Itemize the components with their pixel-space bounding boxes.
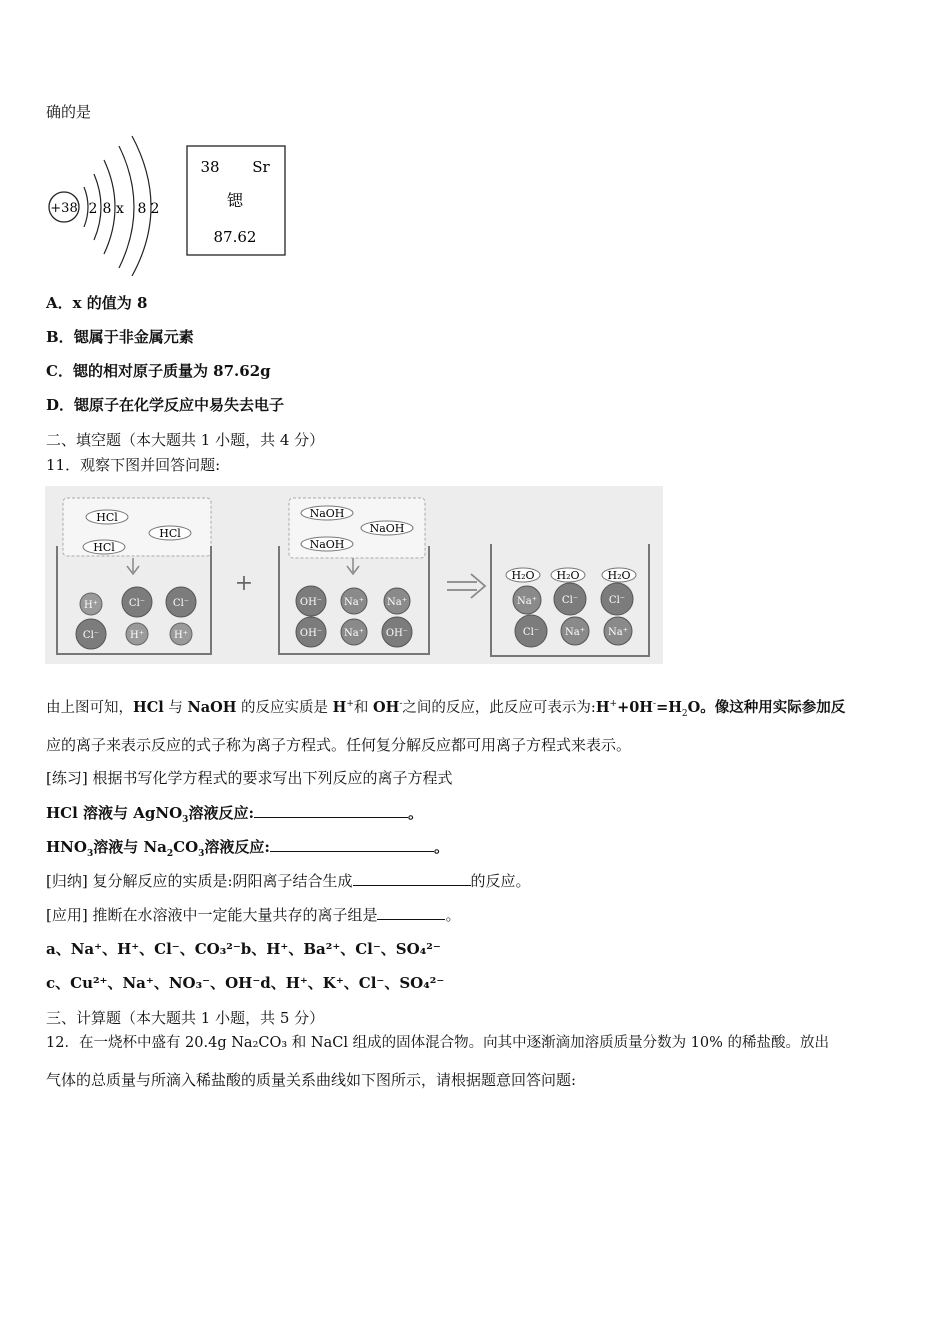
ion-6: H⁺ <box>174 630 188 641</box>
section-3-title: 三、计算题（本大题共 1 小题，共 5 分） <box>46 1009 325 1027</box>
shell-arc-1 <box>84 187 88 227</box>
practice-heading: [练习] 根据书写化学方程式的要求写出下列反应的离子方程式 <box>46 769 453 787</box>
option-d: D．锶原子在化学反应中易失去电子 <box>46 396 285 414</box>
water-molecule-1: H₂O <box>511 569 535 582</box>
ion-group-options-cd: c、Cu²⁺、Na⁺、NO₃⁻、OH⁻d、H⁺、K⁺、Cl⁻、SO₄²⁻ <box>46 974 445 992</box>
element-number: 38 <box>200 158 220 176</box>
answer-blank-1[interactable] <box>254 803 408 818</box>
question-12-line-1: 12．在一烧杯中盛有 20.4g Na₂CO₃ 和 NaCl 组成的固体混合物。向其中逐渐滴加溶质质量分数为 10% 的稀盐酸。放出 <box>46 1035 830 1051</box>
ion-2: Cl⁻ <box>128 598 146 609</box>
naoh-molecule-1: NaOH <box>309 507 345 520</box>
option-a: A．x 的值为 8 <box>46 294 148 312</box>
answer-blank-3[interactable] <box>353 871 471 886</box>
reaction-diagram <box>45 486 663 664</box>
question-12-line-2: 气体的总质量与所滴入稀盐酸的质量关系曲线如下图所示，请根据题意回答问题: <box>46 1071 577 1089</box>
ion-4: OH⁻ <box>299 628 323 639</box>
ion-group-options-ab: a、Na⁺、H⁺、Cl⁻、CO₃²⁻b、H⁺、Ba²⁺、Cl⁻、SO₄²⁻ <box>46 940 441 958</box>
product-beaker-ions <box>513 583 633 647</box>
element-symbol: Sr <box>252 158 270 176</box>
question-11-title: 11．观察下图并回答问题: <box>46 456 221 474</box>
ion-3: Cl⁻ <box>172 598 190 609</box>
shell-count-5: 2 <box>150 201 160 217</box>
ion-3: Na⁺ <box>387 597 407 608</box>
intro-tail: 确的是 <box>46 103 92 121</box>
ion-1: H⁺ <box>84 600 98 611</box>
ion-4: Cl⁻ <box>522 627 540 638</box>
nucleus-label: +38 <box>50 201 78 216</box>
ion-4: Cl⁻ <box>82 630 100 641</box>
practice-item-2: $HNO_3$溶液与 $Na_2CO_3$溶液反应: 。 <box>46 838 449 859</box>
element-mass: 87.62 <box>213 228 257 246</box>
ion-5: H⁺ <box>130 630 144 641</box>
ion-5: Na⁺ <box>344 628 364 639</box>
plus-sign: + <box>234 571 254 596</box>
answer-blank-4[interactable] <box>377 905 445 920</box>
water-molecule-2: H₂O <box>556 569 580 582</box>
shell-count-1: 2 <box>88 201 98 217</box>
hcl-molecule-1: HCl <box>96 511 118 524</box>
ion-2: Na⁺ <box>344 597 364 608</box>
water-molecule-3: H₂O <box>607 569 631 582</box>
naoh-molecule-3: NaOH <box>309 538 345 551</box>
ion-1: OH⁻ <box>299 597 323 608</box>
element-card <box>186 145 286 257</box>
answer-blank-2[interactable] <box>270 837 434 852</box>
ion-3: Cl⁻ <box>608 595 626 606</box>
option-c: C．锶的相对原子质量为 87.62g <box>46 362 271 380</box>
ion-2: Cl⁻ <box>561 595 579 606</box>
apply-line: [应用] 推断在水溶液中一定能大量共存的离子组是 。 <box>46 906 461 924</box>
practice-item-1: HCl 溶液与 AgNO$_3$溶液反应: 。 <box>46 804 423 825</box>
element-name: 锶 <box>226 191 244 210</box>
ion-5: Na⁺ <box>565 627 585 638</box>
ion-6: OH⁻ <box>385 628 409 639</box>
hcl-molecule-3: HCl <box>93 541 115 554</box>
section-2-title: 二、填空题（本大题共 1 小题，共 4 分） <box>46 431 325 449</box>
shell-count-4: 8 <box>137 201 147 217</box>
ion-1: Na⁺ <box>517 596 537 607</box>
question-11-paragraph-1: 由上图可知，HCl 与 NaOH 的反应实质是 H+和 OH-之间的反应，此反应可表示为$:H^++0H^-=H_2O$。像这种用实际参加反 <box>46 699 846 719</box>
shell-count-3: x <box>116 201 124 217</box>
naoh-molecule-2: NaOH <box>369 522 405 535</box>
atom-structure-diagram <box>44 134 174 276</box>
option-b: B．锶属于非金属元素 <box>46 328 194 346</box>
question-11-paragraph-2: 应的离子来表示反应的式子称为离子方程式。任何复分解反应都可用离子方程式来表示。 <box>46 736 632 754</box>
ion-6: Na⁺ <box>608 627 628 638</box>
induction-line: [归纳] 复分解反应的实质是:阴阳离子结合生成 的反应。 <box>46 872 531 890</box>
hcl-molecule-2: HCl <box>159 527 181 540</box>
shell-count-2: 8 <box>102 201 112 217</box>
